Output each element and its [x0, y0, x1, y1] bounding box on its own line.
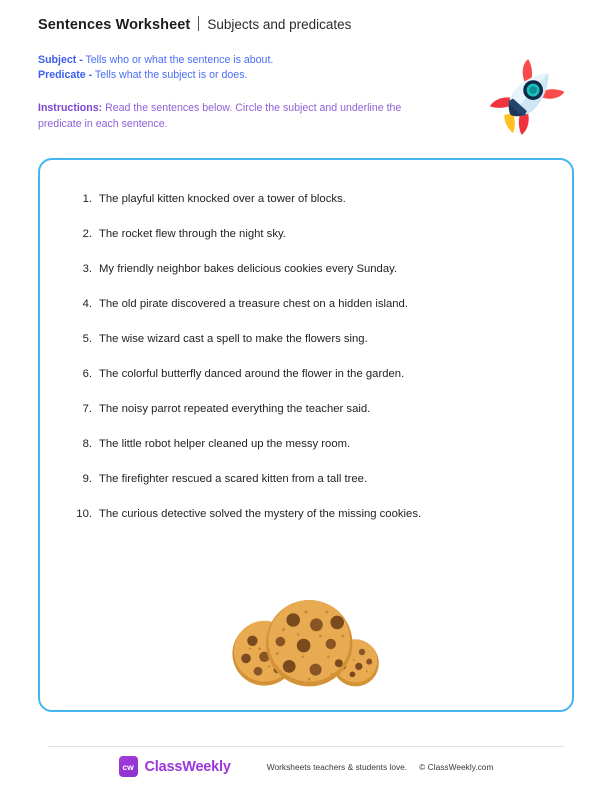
list-item — [64, 507, 548, 522]
brand-badge-icon: cw — [119, 756, 138, 777]
list-item-text: The little robot helper cleaned up the messy room. — [99, 437, 351, 450]
list-item — [64, 367, 548, 382]
list-item — [64, 192, 548, 207]
list-item-number: 4. — [82, 297, 92, 310]
list-item — [64, 227, 548, 242]
footer-copyright: © ClassWeekly.com — [419, 761, 494, 772]
list-item-number: 10. — [76, 507, 92, 520]
footer-divider — [48, 746, 564, 747]
title-subtitle: Subjects and predicates — [207, 17, 352, 32]
list-item — [64, 402, 548, 417]
list-item-number: 1. — [82, 193, 92, 205]
title-main: Sentences Worksheet — [38, 17, 191, 33]
cookies-icon — [226, 596, 386, 688]
list-item-number: 8. — [82, 437, 92, 450]
rocket-icon — [488, 58, 564, 138]
list-item-number: 2. — [82, 227, 92, 240]
list-item — [64, 262, 548, 277]
brand-logo — [119, 756, 231, 777]
list-item-text: The curious detective solved the mystery of the missing cookies. — [99, 507, 422, 520]
list-item-text: My friendly neighbor bakes delicious cookies every Sunday. — [99, 262, 398, 275]
list-item-number: 6. — [82, 367, 92, 380]
instructions-text: Read the sentences below. Circle the subject and underline the predicate in each sentence. — [38, 102, 402, 130]
title-separator — [198, 16, 199, 31]
page-title — [38, 14, 574, 33]
list-item-text: The wise wizard cast a spell to make the flowers sing. — [99, 332, 368, 345]
list-item-number: 3. — [82, 262, 92, 275]
instructions-block — [38, 101, 438, 133]
footer — [0, 756, 612, 777]
footer-meta — [267, 762, 494, 772]
list-item — [64, 437, 548, 452]
list-item-text: The playful kitten knocked over a tower of blocks. — [99, 193, 346, 205]
brand-name: ClassWeekly — [144, 758, 231, 775]
instructions-label: Instructions: — [38, 102, 103, 115]
sentences-panel — [38, 158, 574, 712]
list-item — [64, 472, 548, 487]
list-item-text: The old pirate discovered a treasure chest on a hidden island. — [99, 297, 408, 310]
sentence-list — [64, 192, 548, 542]
list-item-number: 7. — [82, 402, 92, 415]
list-item-text: The rocket flew through the night sky. — [99, 227, 286, 240]
list-item-text: The noisy parrot repeated everything the teacher said. — [99, 402, 371, 415]
list-item — [64, 332, 548, 347]
footer-tagline: Worksheets teachers & students love. — [266, 761, 408, 772]
definition-subject-text: Tells who or what the sentence is about. — [82, 54, 274, 66]
list-item — [64, 297, 548, 312]
list-item-text: The firefighter rescued a scared kitten from a tall tree. — [99, 472, 368, 485]
list-item-number: 5. — [82, 332, 92, 345]
definition-predicate-term: Predicate - — [38, 69, 93, 82]
definition-predicate-text: Tells what the subject is or does. — [92, 69, 248, 82]
list-item-text: The colorful butterfly danced around the flower in the garden. — [99, 367, 405, 380]
definition-subject-term: Subject - — [38, 54, 83, 66]
list-item-number: 9. — [82, 472, 92, 485]
